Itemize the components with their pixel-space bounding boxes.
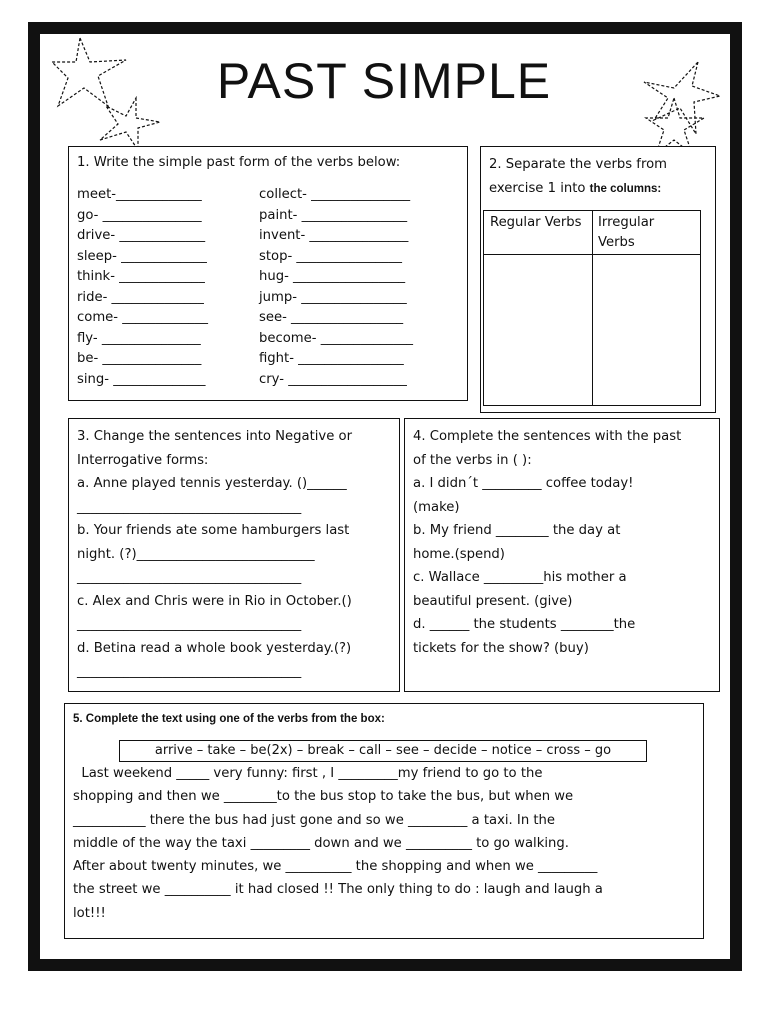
verb-item: sing- ______________ [77,371,206,387]
exercise-line: b. Your friends ate some hamburgers last [77,523,350,538]
exercise-line: d. Betina read a whole book yesterday.(?) [77,640,352,656]
exercise-line: home.(spend) [413,546,505,562]
exercise-1-heading: 1. Write the simple past form of the verbs below: [77,155,401,170]
verb-item: paint- ________________ [259,207,408,223]
verb-word-box: arrive – take – be(2x) – break – call – see – decide – notice – cross – go [119,740,647,762]
verb-item: hug- _________________ [259,269,406,284]
exercise-4-text [413,425,713,660]
verb-item: stop- ________________ [259,248,402,264]
exercise-2-heading-bold: the columns: [589,183,662,195]
exercise-5-box [64,703,704,939]
verb-item: become- ______________ [259,330,414,346]
exercise-line: beautiful present. (give) [413,593,573,609]
exercise-2-heading [489,153,709,201]
exercise-line: b. My friend ________ the day at [413,523,621,538]
exercise-3-text [77,425,393,684]
verb-item: fly- _______________ [77,330,201,346]
exercise-line: __________________________________ [77,570,302,585]
exercise-line: a. I didn´t _________ coffee today! [413,476,634,491]
text-line: ___________ there the bus had just gone and so we _________ a taxi. In the [73,812,556,828]
text-line: After about twenty minutes, we __________ the shopping and when we _________ [73,859,598,875]
exercise-line: c. Alex and Chris were in Rio in October.() [77,593,352,609]
table-divider [484,254,700,255]
exercise-line: 3. Change the sentences into Negative or [77,429,353,444]
verb-item: jump- ________________ [259,289,407,305]
verb-item: ride- ______________ [77,289,204,305]
verb-item: be- _______________ [77,351,202,366]
verb-item: invent- _______________ [259,228,409,243]
verb-item: meet-_____________ [77,187,202,202]
exercise-line: (make) [413,499,460,515]
exercise-line: a. Anne played tennis yesterday. ()______ [77,476,347,491]
text-line: lot!!! [73,905,106,921]
exercise-line: Interrogative forms: [77,452,209,468]
verb-item: sleep- _____________ [77,248,207,264]
text-line: shopping and then we ________to the bus stop to take the bus, but when we [73,789,574,805]
text-line: Last weekend _____ very funny: first , I _________my friend to go to the [73,766,543,781]
text-line: middle of the way the taxi _________ down and we __________ to go walking. [73,835,569,851]
exercise-5-heading: 5. Complete the text using one of the verbs from the box: [73,713,385,725]
verb-list-right [259,185,413,390]
exercise-line: __________________________________ [77,617,302,632]
exercise-2-heading-text: 2. Separate the verbs from exercise 1 into [489,157,667,196]
exercise-line: c. Wallace _________his mother a [413,570,627,585]
exercise-2-box [480,146,716,413]
column-header-regular: Regular Verbs [490,215,582,230]
exercise-line: __________________________________ [77,499,302,515]
verb-item: drive- _____________ [77,228,206,243]
table-divider [592,211,593,405]
verb-item: see- _________________ [259,310,404,325]
verb-item: collect- _______________ [259,187,411,202]
column-header-irregular: Irregular Verbs [598,215,655,250]
exercise-line: of the verbs in ( ): [413,452,532,468]
verb-item: cry- __________________ [259,371,407,387]
exercise-line: d. ______ the students ________the [413,617,636,632]
verb-sort-table [483,210,701,406]
page-title: PAST SIMPLE [216,53,552,109]
exercise-line: __________________________________ [77,664,302,679]
text-line: the street we __________ it had closed !! The only thing to do : laugh and laugh a [73,882,603,898]
exercise-line: tickets for the show? (buy) [413,640,589,656]
exercise-4-box [404,418,720,692]
verb-item: go- _______________ [77,207,202,223]
exercise-1-box [68,146,468,401]
verb-item: fight- ________________ [259,351,404,366]
verb-list-left [77,185,208,390]
exercise-5-text [73,762,695,925]
verb-item: come- _____________ [77,310,208,325]
verb-item: think- _____________ [77,269,205,284]
exercise-line: night. (?)___________________________ [77,546,315,562]
exercise-line: 4. Complete the sentences with the past [413,429,682,444]
exercise-3-box [68,418,400,692]
